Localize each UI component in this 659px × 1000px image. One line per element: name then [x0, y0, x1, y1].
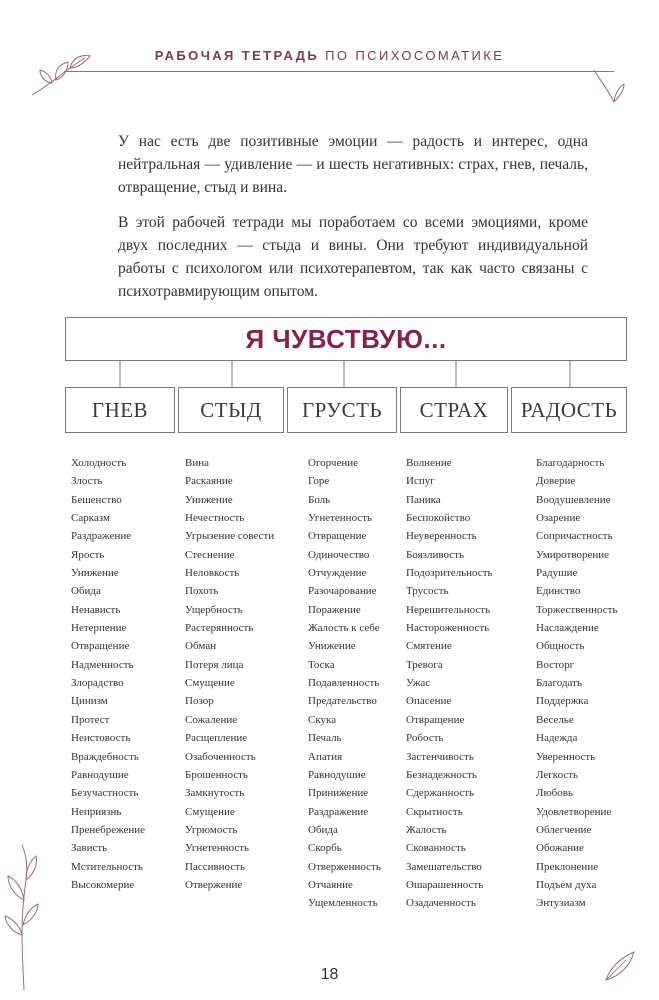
word-item: Ненависть	[71, 603, 121, 616]
word-item: Угнетенность	[308, 512, 373, 525]
word-item: Брошенность	[185, 768, 248, 781]
category-box-sadness: ГРУСТЬ	[287, 387, 397, 433]
word-item: Восторг	[536, 658, 575, 671]
word-item: Растерянность	[185, 622, 254, 635]
word-item: Облегчение	[536, 823, 592, 836]
word-item: Трусость	[406, 585, 449, 598]
word-item: Отвращение	[308, 530, 367, 543]
category-box-joy: РАДОСТЬ	[511, 387, 627, 433]
word-item: Смущение	[185, 677, 235, 690]
word-item: Злость	[71, 475, 103, 488]
word-item: Энтузиазм	[536, 897, 586, 910]
word-item: Неуверенность	[406, 530, 477, 543]
word-item: Тревога	[406, 658, 443, 671]
word-item: Озадаченность	[406, 897, 476, 910]
word-list-joy	[536, 454, 617, 913]
word-item: Удовлетворение	[536, 805, 612, 818]
word-item: Злорадство	[71, 677, 124, 690]
word-item: Унижение	[71, 567, 119, 580]
word-item: Предательство	[308, 695, 377, 708]
word-item: Воодушевление	[536, 493, 611, 506]
word-item: Раскаяние	[185, 475, 233, 488]
word-item: Благодать	[536, 677, 582, 690]
word-item: Подъем духа	[536, 878, 597, 891]
word-item: Подозрительность	[406, 567, 493, 580]
word-item: Раздражение	[308, 805, 369, 818]
word-item: Разочарование	[308, 585, 377, 598]
word-item: Легкость	[536, 768, 579, 781]
word-item: Сарказм	[71, 512, 110, 525]
word-item: Сожаление	[185, 713, 238, 726]
word-item: Безучастность	[71, 787, 139, 800]
word-item: Скорбь	[308, 842, 342, 855]
word-item: Ярость	[71, 548, 105, 561]
word-item: Стеснение	[185, 548, 235, 561]
word-item: Сдержанность	[406, 787, 475, 800]
word-item: Застенчивость	[406, 750, 474, 763]
word-item: Скука	[308, 713, 337, 726]
word-item: Озарение	[536, 512, 581, 525]
word-item: Нечестность	[185, 512, 245, 525]
word-item: Боль	[308, 493, 331, 506]
word-item: Скованность	[406, 842, 466, 855]
word-item: Похоть	[185, 585, 219, 598]
category-box-fear: СТРАХ	[400, 387, 508, 433]
word-item: Волнение	[406, 457, 452, 469]
word-item: Надменность	[71, 658, 134, 671]
word-item: Обожание	[536, 842, 584, 855]
word-item: Уверенность	[536, 750, 596, 763]
header-title-rest: ПО ПСИХОСОМАТИКЕ	[319, 48, 505, 63]
word-item: Подавленность	[308, 677, 380, 690]
word-item: Ошарашенность	[406, 878, 484, 891]
word-item: Печаль	[308, 732, 342, 745]
diagram-root-box: Я ЧУВСТВУЮ...	[65, 317, 627, 361]
word-item: Умиротворение	[536, 548, 609, 561]
header-title-bold: РАБОЧАЯ ТЕТРАДЬ	[154, 48, 320, 63]
word-item: Радушие	[536, 567, 578, 580]
word-list-sadness	[308, 454, 381, 913]
word-item: Мстительность	[71, 860, 143, 873]
word-item: Смятение	[406, 640, 452, 653]
word-item: Зависть	[71, 842, 108, 855]
word-item: Обида	[71, 585, 101, 598]
word-item: Потеря лица	[185, 658, 244, 671]
word-item: Отвращение	[406, 713, 465, 726]
word-item: Обида	[308, 823, 338, 836]
word-item: Цинизм	[71, 695, 108, 708]
word-item: Ущербность	[185, 603, 243, 616]
word-item: Угрюмость	[185, 823, 238, 836]
intro-paragraph-1: У нас есть две позитивные эмоции — радость и интерес, одна нейтральная — удивление — и шесть негативных: страх, гнев, печаль, отвращение, стыд и вина.	[118, 133, 588, 196]
word-item: Ужас	[406, 677, 431, 690]
word-item: Паника	[406, 493, 441, 506]
word-item: Протест	[71, 713, 110, 726]
word-item: Пренебрежение	[71, 823, 146, 836]
word-item: Унижение	[185, 493, 233, 506]
word-item: Любовь	[536, 787, 573, 800]
word-item: Бешенство	[71, 493, 122, 506]
intro-paragraph-2: В этой рабочей тетради мы поработаем со всеми эмоциями, кроме двух последних — стыда и вины. Они требуют индивидуальной работы с психологом или психотерапевтом, так как часто связаны с психотравмирующим опытом.	[118, 214, 588, 300]
word-item: Смущение	[185, 805, 235, 818]
word-item: Обман	[185, 640, 217, 653]
word-item: Отчуждение	[308, 567, 367, 580]
word-item: Наслаждение	[536, 622, 599, 635]
word-item: Позор	[185, 695, 214, 708]
word-item: Жалость к себе	[308, 622, 380, 635]
word-item: Пассивность	[185, 860, 246, 873]
word-item: Неистовость	[71, 732, 131, 745]
word-item: Унижение	[308, 640, 356, 653]
word-item: Опасение	[406, 695, 452, 708]
word-list-anger	[71, 454, 145, 894]
word-item: Нерешительность	[406, 603, 491, 616]
word-item: Благодарность	[536, 457, 605, 469]
word-item: Неприязнь	[71, 805, 122, 818]
word-item: Неловкость	[185, 567, 240, 580]
word-item: Тоска	[308, 658, 335, 671]
word-item: Веселье	[536, 713, 574, 726]
word-item: Высокомерие	[71, 878, 135, 891]
word-item: Угрызение совести	[185, 530, 275, 543]
word-item: Беспокойство	[406, 512, 471, 525]
word-item: Вина	[185, 457, 209, 469]
word-item: Надежда	[536, 732, 578, 745]
word-item: Апатия	[308, 750, 343, 763]
word-item: Принижение	[308, 787, 369, 800]
word-item: Равнодушие	[71, 768, 129, 781]
word-item: Доверие	[536, 475, 576, 488]
word-item: Враждебность	[71, 750, 139, 763]
word-item: Настороженность	[406, 622, 490, 635]
word-list-shame	[185, 454, 274, 894]
word-item: Поражение	[308, 603, 361, 616]
word-item: Угнетенность	[185, 842, 250, 855]
category-box-shame: СТЫД	[178, 387, 284, 433]
word-item: Нетерпение	[71, 622, 127, 635]
category-box-anger: ГНЕВ	[65, 387, 175, 433]
word-item: Расщепление	[185, 732, 248, 745]
word-item: Отчаяние	[308, 878, 353, 891]
word-item: Отверженность	[308, 860, 381, 873]
word-item: Равнодушие	[308, 768, 366, 781]
word-item: Сопричастность	[536, 530, 613, 543]
word-item: Робость	[406, 732, 444, 745]
word-item: Одиночество	[308, 548, 370, 561]
word-item: Отвращение	[71, 640, 130, 653]
word-item: Жалость	[406, 823, 447, 836]
word-item: Раздражение	[71, 530, 132, 543]
word-item: Торжественность	[536, 603, 618, 616]
word-item: Озабоченность	[185, 750, 256, 763]
word-item: Скрытность	[406, 805, 463, 818]
page-number: 18	[320, 966, 339, 983]
word-item: Ущемленность	[308, 897, 378, 910]
word-list-fear	[406, 454, 493, 913]
word-item: Единство	[536, 585, 581, 598]
word-item: Общность	[536, 640, 585, 653]
word-item: Безнадежность	[406, 768, 477, 781]
word-item: Испуг	[406, 475, 435, 488]
word-item: Замкнутость	[185, 787, 245, 800]
word-item: Преклонение	[536, 860, 599, 873]
word-item: Замешательство	[406, 860, 482, 873]
word-item: Огорчение	[308, 457, 358, 469]
word-item: Отвержение	[185, 878, 243, 891]
word-item: Боязливость	[406, 548, 464, 561]
word-item: Горе	[308, 475, 330, 488]
word-item: Поддержка	[536, 695, 589, 708]
word-item: Холодность	[71, 457, 127, 469]
